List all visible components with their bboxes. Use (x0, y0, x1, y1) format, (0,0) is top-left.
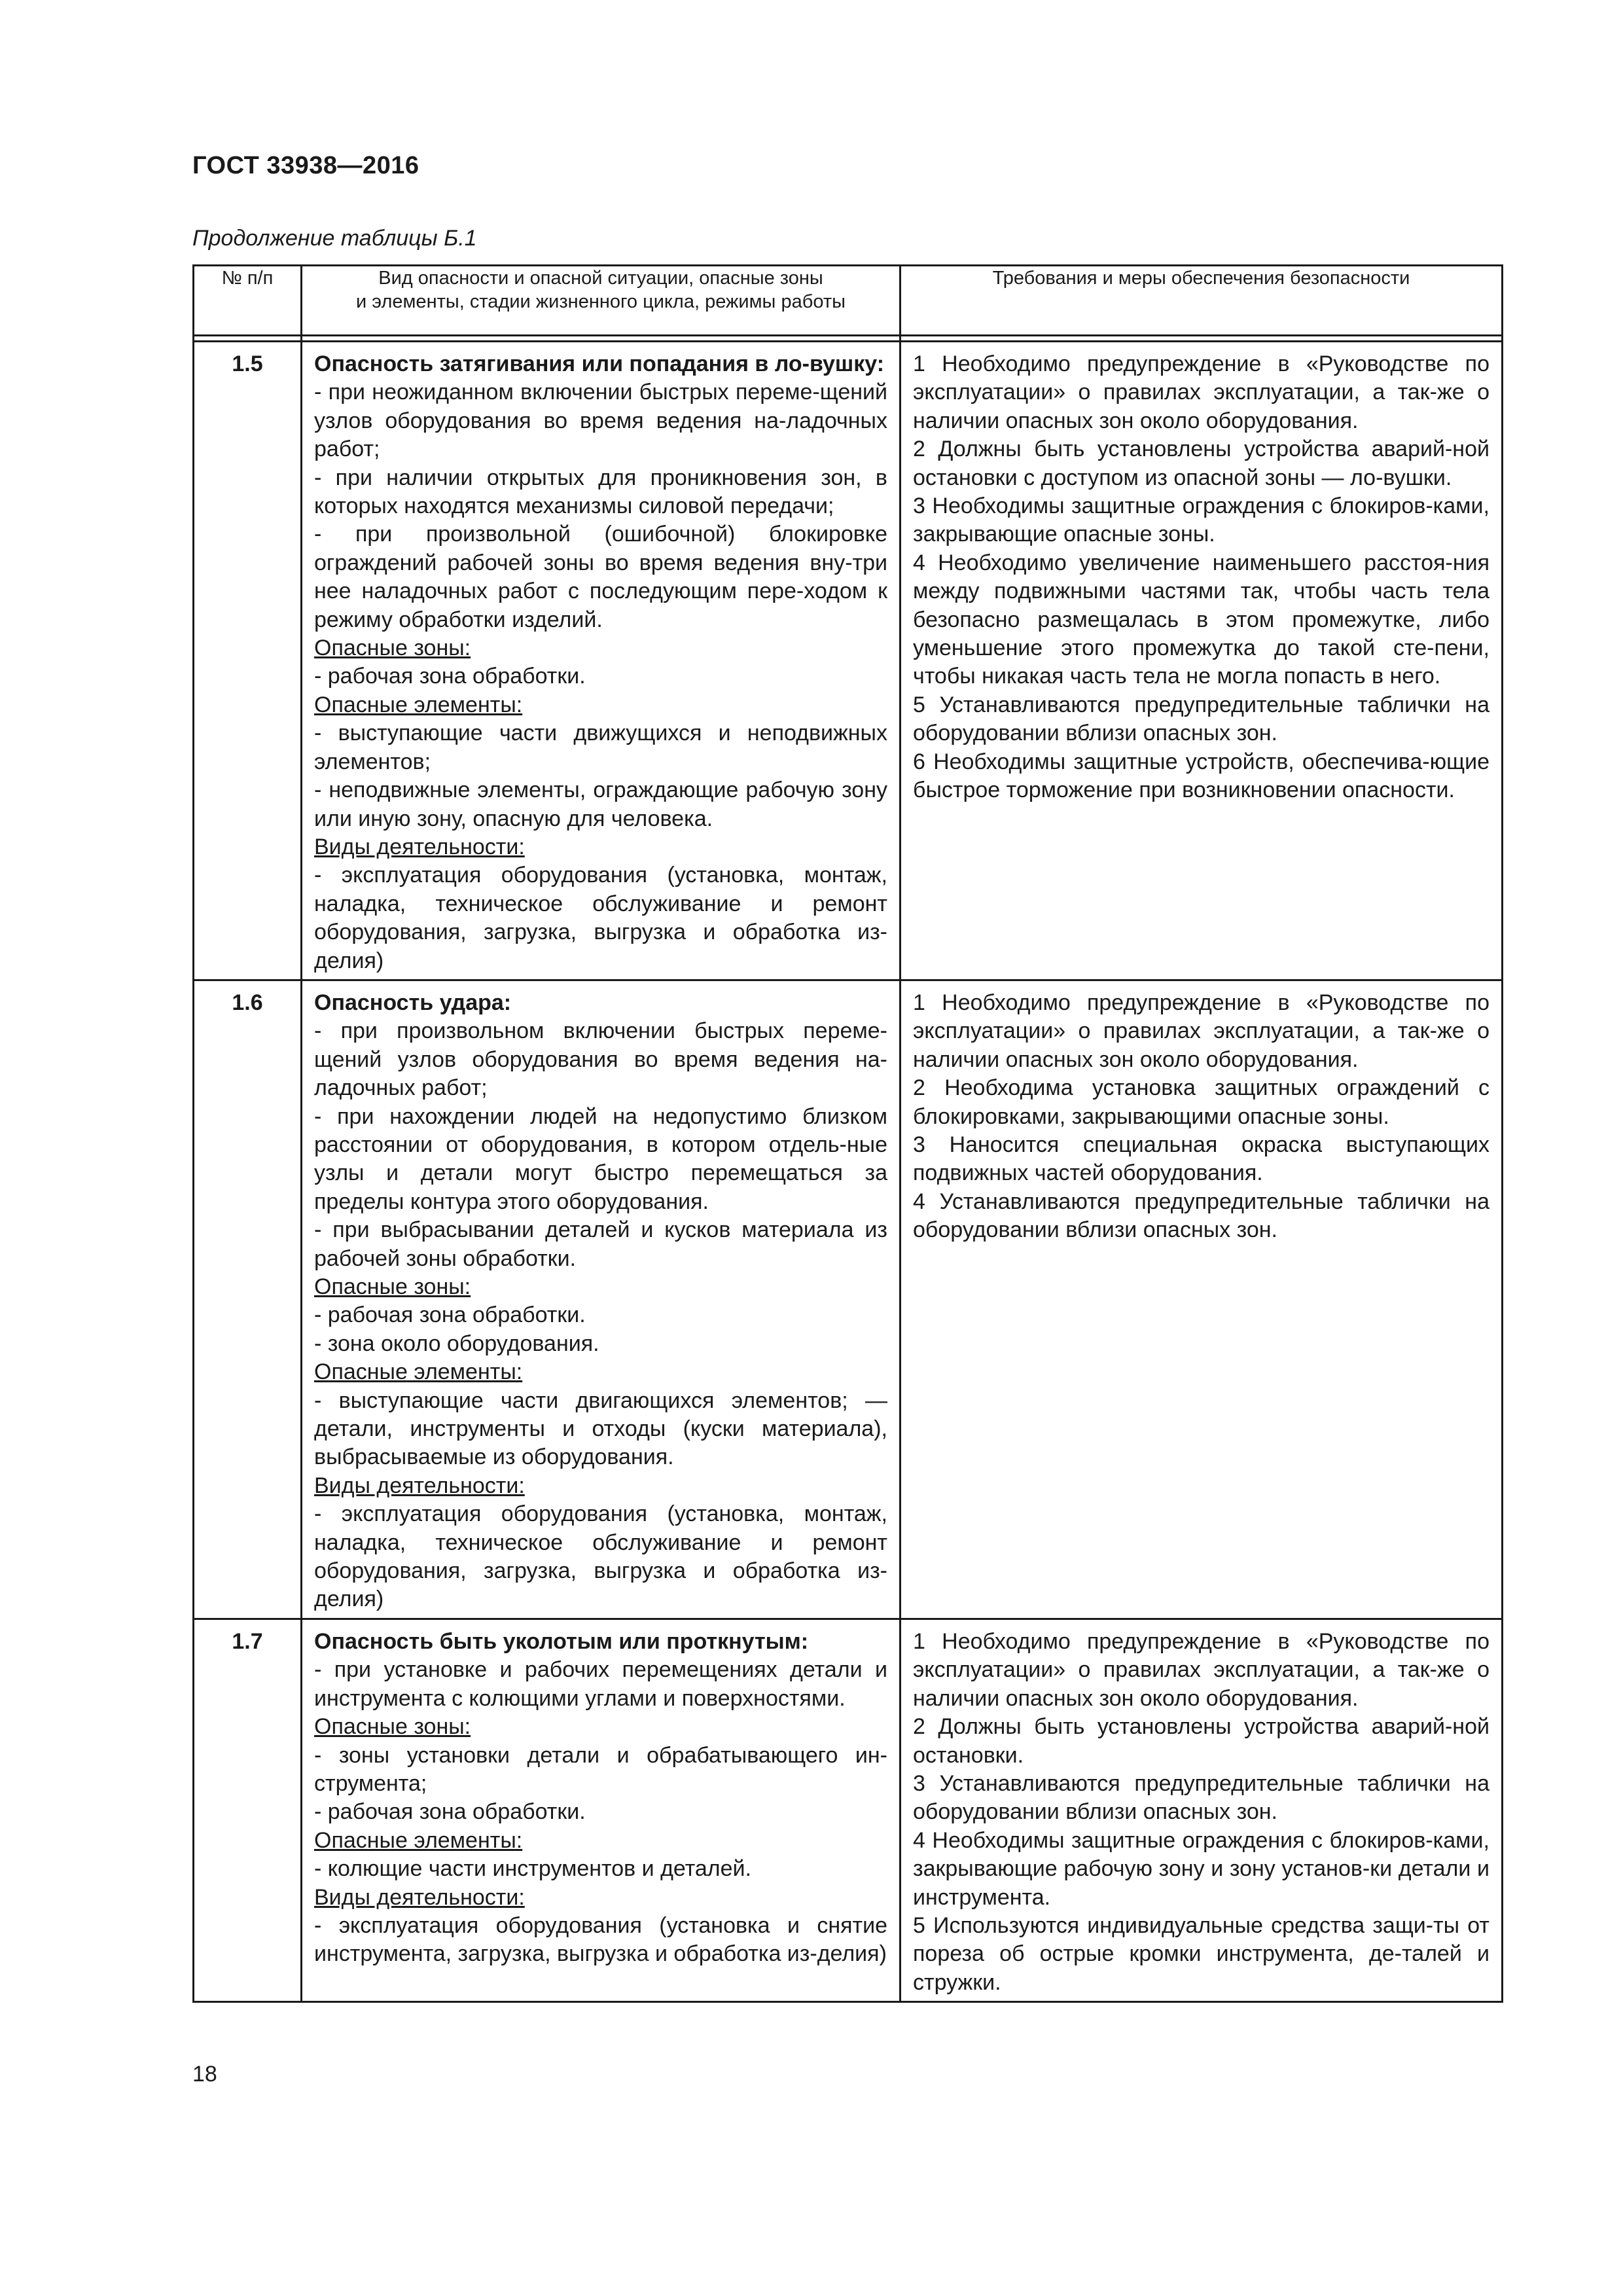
hazard-text: - рабочая зона обработки. (314, 1302, 586, 1328)
hazard-subheading: Опасные элементы: (314, 1359, 523, 1385)
hazard-subheading: Опасные элементы: (314, 692, 523, 717)
header-num: № п/п (194, 266, 302, 336)
table-header-row (194, 266, 1503, 336)
hazard-text: - рабочая зона обработки. (314, 664, 586, 689)
requirement-item: 5 Используются индивидуальные средства защи-ты от пореза об острые кромки инструмента, де-талей и стружки. (913, 1912, 1489, 1995)
hazard-subheading: Опасные зоны: (314, 1274, 471, 1299)
hazard-title: Опасность удара: (314, 990, 512, 1015)
requirement-item: 5 Устанавливаются предупредительные таблички на оборудовании вблизи опасных зон. (913, 692, 1489, 746)
hazard-text: - колющие части инструментов и деталей. (314, 1856, 751, 1882)
hazard-description (302, 980, 901, 1619)
hazard-text: - неподвижные элементы, ограждающие рабочую зону или иную зону, опасную для человека. (314, 778, 887, 831)
header-spacer (194, 336, 1503, 342)
hazard-text: - при неожиданном включении быстрых переме-щений узлов оборудования во время ведения на-ладочных работ; (314, 380, 887, 462)
requirement-item: 1 Необходимо предупреждение в «Руководстве по эксплуатации» о правилах эксплуатации, а так-же о наличии опасных зон около оборудования. (913, 990, 1489, 1072)
table-row (194, 1619, 1503, 2001)
table-row (194, 980, 1503, 1619)
row-number: 1.5 (194, 342, 302, 980)
safety-requirements (901, 980, 1503, 1619)
hazard-subheading: Виды деятельности: (314, 1473, 525, 1498)
requirement-item: 2 Необходима установка защитных ограждений с блокировками, закрывающими опасные зоны. (913, 1075, 1489, 1129)
requirement-item: 2 Должны быть установлены устройства аварий-ной остановки с доступом из опасной зоны — ло-вушки. (913, 437, 1489, 490)
hazard-subheading: Опасные зоны: (314, 1714, 471, 1740)
hazard-text: - рабочая зона обработки. (314, 1799, 586, 1825)
header-requirements: Требования и меры обеспечения безопасности (901, 266, 1503, 336)
hazard-text: - эксплуатация оборудования (установка и снятие инструмента, загрузка, выгрузка и обработка из-делия) (314, 1912, 887, 1967)
header-hazard-line: и элементы, стадии жизненного цикла, режимы работы (356, 291, 846, 312)
requirement-item: 6 Необходимы защитные устройств, обеспечива-ющие быстрое торможение при возникновении опасности. (913, 749, 1489, 803)
hazard-text: - при нахождении людей на недопустимо близком расстоянии от оборудования, в котором отдель-ные узлы и детали могут быстро перемещаться за пределы контура этого оборудования. (314, 1103, 887, 1214)
header-hazard (302, 266, 901, 336)
document-code: ГОСТ 33938—2016 (192, 152, 419, 179)
header-hazard-line: Вид опасности и опасной ситуации, опасные зоны (378, 268, 823, 289)
requirement-item: 3 Необходимы защитные ограждения с блокиров-ками, закрывающие опасные зоны. (913, 493, 1489, 547)
hazard-text: - выступающие части двигающихся элементов; — детали, инструменты и отходы (куски материала), выбрасываемые из оборудования. (314, 1388, 887, 1470)
requirement-item: 4 Необходимы защитные ограждения с блокиров-ками, закрывающие рабочую зону и зону установ-ки детали и инструмента. (913, 1827, 1489, 1910)
hazard-text: - эксплуатация оборудования (установка, монтаж, наладка, техническое обслуживание и ремонт оборудования, загрузка, выгрузка и обработка из-делия) (314, 1501, 887, 1612)
requirement-item: 2 Должны быть установлены устройства аварий-ной остановки. (913, 1714, 1489, 1768)
hazard-subheading: Виды деятельности: (314, 834, 525, 859)
safety-requirements (901, 1619, 1503, 2001)
hazard-title: Опасность быть уколотым или проткнутым: (314, 1628, 809, 1654)
hazard-title: Опасность затягивания или попадания в ло-вушку: (314, 351, 885, 376)
hazard-text: - зона около оборудования. (314, 1331, 599, 1356)
hazard-subheading: Опасные элементы: (314, 1827, 523, 1853)
table-body (194, 342, 1503, 2002)
hazard-text: - при произвольном включении быстрых переме-щений узлов оборудования во время ведения на-ладочных работ; (314, 1018, 887, 1101)
safety-table (192, 264, 1503, 2003)
hazard-subheading: Опасные зоны: (314, 636, 471, 661)
requirement-item: 1 Необходимо предупреждение в «Руководстве по эксплуатации» о правилах эксплуатации, а так-же о наличии опасных зон около оборудования. (913, 351, 1489, 433)
requirement-item: 3 Устанавливаются предупредительные таблички на оборудовании вблизи опасных зон. (913, 1770, 1489, 1825)
hazard-text: - при установке и рабочих перемещениях детали и инструмента с колющими углами и поверхностями. (314, 1657, 887, 1711)
hazard-description (302, 342, 901, 980)
row-number: 1.6 (194, 980, 302, 1619)
hazard-text: - выступающие части движущихся и неподвижных элементов; (314, 721, 887, 774)
requirement-item: 1 Необходимо предупреждение в «Руководстве по эксплуатации» о правилах эксплуатации, а так-же о наличии опасных зон около оборудования. (913, 1628, 1489, 1711)
requirement-item: 4 Необходимо увеличение наименьшего расстоя-ния между подвижными частями так, чтобы часть тела безопасно размещалась в этом промежутке, либо уменьшение этого промежутка до такой сте-пени, чтобы никакая часть тела не могла попасть в него. (913, 550, 1489, 689)
hazard-text: - при наличии открытых для проникновения зон, в которых находятся механизмы силовой передачи; (314, 465, 887, 519)
hazard-subheading: Виды деятельности: (314, 1884, 525, 1910)
page-number: 18 (192, 2062, 217, 2087)
safety-requirements (901, 342, 1503, 980)
hazard-description (302, 1619, 901, 2001)
hazard-text: - при выбрасывании деталей и кусков материала из рабочей зоны обработки. (314, 1217, 887, 1271)
requirement-item: 3 Наносится специальная окраска выступающих подвижных частей оборудования. (913, 1132, 1489, 1186)
hazard-text: - эксплуатация оборудования (установка, монтаж, наладка, техническое обслуживание и ремонт оборудования, загрузка, выгрузка и обработка из-делия) (314, 863, 887, 973)
row-number: 1.7 (194, 1619, 302, 2001)
hazard-text: - при произвольной (ошибочной) блокировке ограждений рабочей зоны во время ведения вну-три нее наладочных работ с последующим пере-ходом к режиму обработки изделий. (314, 522, 887, 632)
table-row (194, 342, 1503, 980)
hazard-text: - зоны установки детали и обрабатывающего ин-струмента; (314, 1742, 887, 1796)
requirement-item: 4 Устанавливаются предупредительные таблички на оборудовании вблизи опасных зон. (913, 1189, 1489, 1243)
table-caption: Продолжение таблицы Б.1 (192, 226, 477, 251)
